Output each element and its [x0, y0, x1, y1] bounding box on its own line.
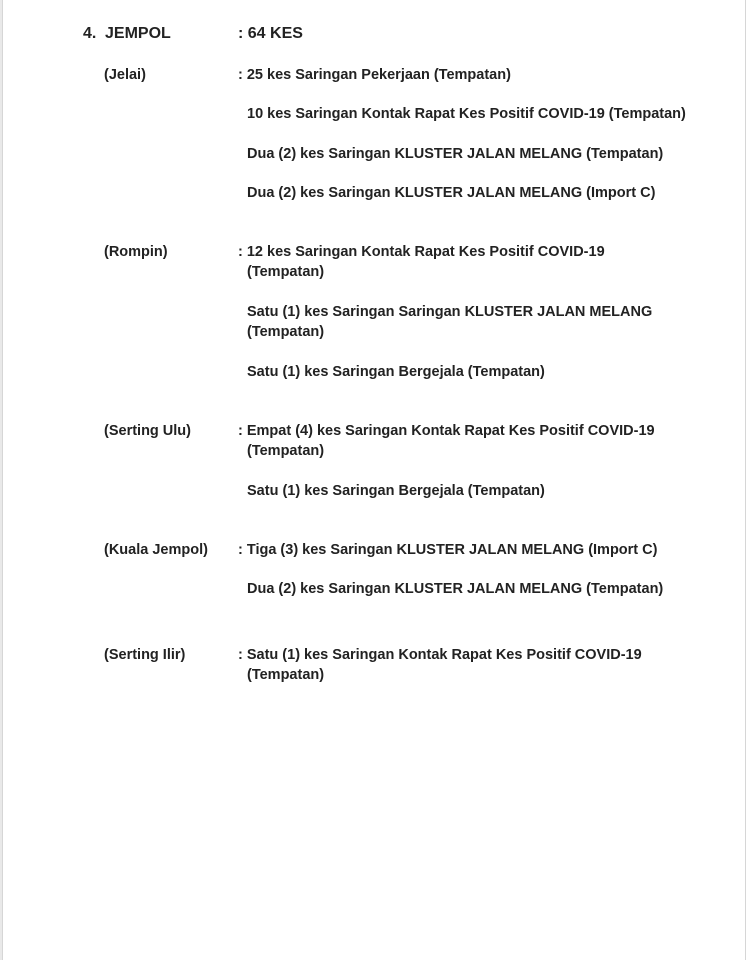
case-entry: Dua (2) kes Saringan KLUSTER JALAN MELANG (Tempatan)	[247, 581, 664, 597]
case-entry: : Empat (4) kes Saringan Kontak Rapat Kes Positif COVID-19	[238, 423, 655, 439]
area-name: (Serting Ulu)	[104, 423, 191, 439]
case-entry: : Tiga (3) kes Saringan KLUSTER JALAN MELANG (Import C)	[238, 542, 658, 558]
case-entry: : 12 kes Saringan Kontak Rapat Kes Positif COVID-19	[238, 244, 605, 260]
case-entry: Dua (2) kes Saringan KLUSTER JALAN MELANG (Import C)	[247, 185, 656, 201]
case-entry-continued: (Tempatan)	[247, 264, 325, 280]
section-number: 4.	[83, 25, 97, 42]
case-entry: : 25 kes Saringan Pekerjaan (Tempatan)	[238, 67, 511, 83]
district-name: JEMPOL	[105, 25, 171, 42]
area-name: (Rompin)	[104, 244, 168, 260]
area-name: (Kuala Jempol)	[104, 542, 208, 558]
district-total: : 64 KES	[238, 25, 303, 42]
case-entry: 10 kes Saringan Kontak Rapat Kes Positif COVID-19 (Tempatan)	[247, 106, 686, 122]
case-entry-continued: (Tempatan)	[247, 324, 325, 340]
case-entry-continued: (Tempatan)	[247, 667, 325, 683]
case-entry-continued: (Tempatan)	[247, 443, 325, 459]
case-entry: : Satu (1) kes Saringan Kontak Rapat Kes Positif COVID-19	[238, 647, 642, 663]
case-entry: Dua (2) kes Saringan KLUSTER JALAN MELANG (Tempatan)	[247, 146, 664, 162]
area-name: (Jelai)	[104, 67, 146, 83]
case-entry: Satu (1) kes Saringan Bergejala (Tempatan)	[247, 483, 545, 499]
document-page	[2, 0, 746, 960]
case-entry: Satu (1) kes Saringan Bergejala (Tempatan)	[247, 364, 545, 380]
case-entry: Satu (1) kes Saringan Saringan KLUSTER JALAN MELANG	[247, 304, 653, 320]
area-name: (Serting Ilir)	[104, 647, 186, 663]
